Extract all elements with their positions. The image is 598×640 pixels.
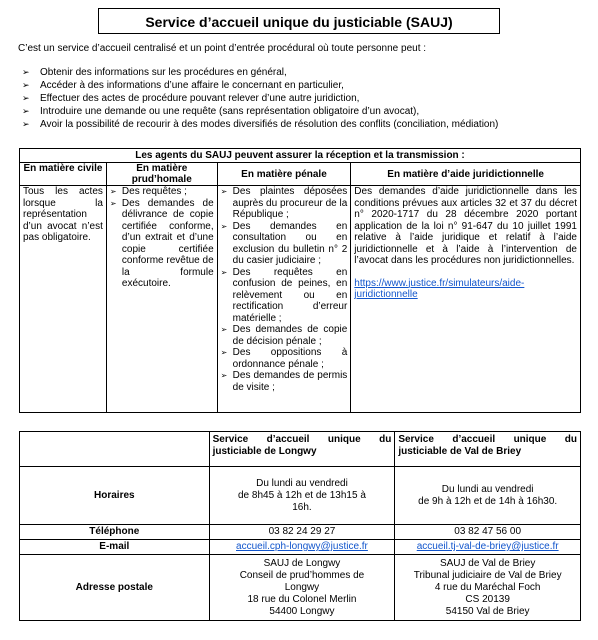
email-longwy-link[interactable]: accueil.cph-longwy@justice.fr — [236, 541, 368, 552]
list-item: ➢ Des requêtes ; — [109, 186, 187, 197]
email-label: E-mail — [20, 540, 210, 555]
civile-cell: Tous les actes lorsque la représentation d’un avocat n’est pas obligatoire. — [20, 186, 107, 413]
column-header-penale: En matière pénale — [217, 163, 351, 186]
list-item: ➢ Obtenir des informations sur les procédures en général, — [22, 67, 287, 78]
list-item: ➢ Des requêtes en confusion de peines, en relèvement ou en rectification d’erreur matérielle ; — [220, 266, 348, 324]
arrow-bullet-icon: ➢ — [109, 187, 117, 196]
arrow-bullet-icon: ➢ — [22, 119, 30, 129]
email-briey-cell — [395, 540, 581, 555]
aide-cell — [351, 186, 581, 413]
agents-table — [19, 148, 581, 413]
aide-text: Des demandes d’aide juridictionnelle dans les conditions prévues aux articles 32 et 37 du décret n° 2020-1717 du 28 décembre 2020 portant application de la loi n° 91-647 du 10 juillet 1991 relative à l’aide juridique et relatif à l’aide juridictionnelle et à l’aide à l’intervention de l’avocat dans les procédures non juridictionnelles. — [354, 186, 577, 266]
email-longwy-cell — [209, 540, 395, 555]
telephone-briey: 03 82 47 56 00 — [395, 525, 581, 540]
arrow-bullet-icon: ➢ — [22, 80, 30, 90]
arrow-bullet-icon: ➢ — [22, 93, 30, 103]
arrow-bullet-icon: ➢ — [220, 221, 228, 231]
prudhomale-cell — [106, 186, 217, 413]
arrow-bullet-icon: ➢ — [220, 348, 228, 357]
list-item: ➢ Des plaintes déposées auprès du procureur de la République ; — [220, 186, 348, 220]
list-item: ➢ Accéder à des informations d’une affaire le concernant en particulier, — [22, 80, 344, 91]
penale-cell — [217, 186, 351, 413]
list-item: ➢ Effectuer des actes de procédure pouvant relever d’une autre juridiction, — [22, 93, 360, 104]
adresse-label: Adresse postale — [20, 555, 210, 621]
agents-table-heading: Les agents du SAUJ peuvent assurer la réception et la transmission : — [20, 149, 581, 163]
briey-header: Service d’accueil unique du justiciable de Val de Briey — [395, 432, 581, 467]
list-item: ➢ Des demandes de copie de décision pénale ; — [220, 324, 348, 347]
bullet-list — [22, 66, 498, 134]
list-item: ➢ Avoir la possibilité de recourir à des modes diversifiés de résolution des conflits (conciliation, médiation) — [22, 119, 499, 130]
horaires-briey: Du lundi au vendredi de 9h à 12h et de 14h à 16h30. — [395, 467, 581, 525]
adresse-longwy: SAUJ de Longwy Conseil de prud’hommes de Longwy 18 rue du Colonel Merlin 54400 Longwy — [209, 555, 395, 621]
list-item: ➢ Introduire une demande ou une requête (sans représentation obligatoire d’un avocat), — [22, 106, 420, 117]
arrow-bullet-icon: ➢ — [220, 187, 228, 196]
arrow-bullet-icon: ➢ — [220, 267, 228, 277]
list-item: ➢ Des oppositions à ordonnance pénale ; — [220, 347, 348, 370]
intro-text: C’est un service d’accueil centralisé et un point d’entrée procédural où toute personne peut : — [18, 43, 427, 54]
column-header-prudhomale: En matière prud’homale — [106, 163, 217, 186]
arrow-bullet-icon: ➢ — [220, 371, 228, 380]
aide-juridictionnelle-link[interactable]: https://www.justice.fr/simulateurs/aide-juridictionnelle — [354, 277, 525, 300]
longwy-header: Service d’accueil unique du justiciable de Longwy — [209, 432, 395, 467]
arrow-bullet-icon: ➢ — [22, 106, 30, 116]
column-header-civile: En matière civile — [20, 163, 107, 186]
arrow-bullet-icon: ➢ — [109, 198, 117, 208]
email-briey-link[interactable]: accueil.tj-val-de-briey@justice.fr — [416, 541, 559, 552]
horaires-label: Horaires — [20, 467, 210, 525]
telephone-longwy: 03 82 24 29 27 — [209, 525, 395, 540]
list-item: ➢ Des demandes de délivrance de copie certifiée conforme, d’un extrait et d’une copie certifiée conforme revêtue de la formule exécutoire. — [109, 197, 214, 289]
arrow-bullet-icon: ➢ — [22, 67, 30, 77]
arrow-bullet-icon: ➢ — [220, 325, 228, 334]
column-header-aide: En matière d’aide juridictionnelle — [351, 163, 581, 186]
page-title: Service d’accueil unique du justiciable (SAUJ) — [98, 8, 500, 34]
contact-table — [19, 431, 581, 621]
list-item: ➢ Des demandes en consultation ou en exclusion du bulletin n° 2 du casier judiciaire ; — [220, 220, 348, 266]
horaires-longwy: Du lundi au vendredi de 8h45 à 12h et de 13h15 à 16h. — [209, 467, 395, 525]
adresse-briey: SAUJ de Val de Briey Tribunal judiciaire de Val de Briey 4 rue du Maréchal Foch CS 20139 54150 Val de Briey — [395, 555, 581, 621]
list-item: ➢ Des demandes de permis de visite ; — [220, 370, 348, 393]
telephone-label: Téléphone — [20, 525, 210, 540]
empty-corner-cell — [20, 432, 210, 467]
